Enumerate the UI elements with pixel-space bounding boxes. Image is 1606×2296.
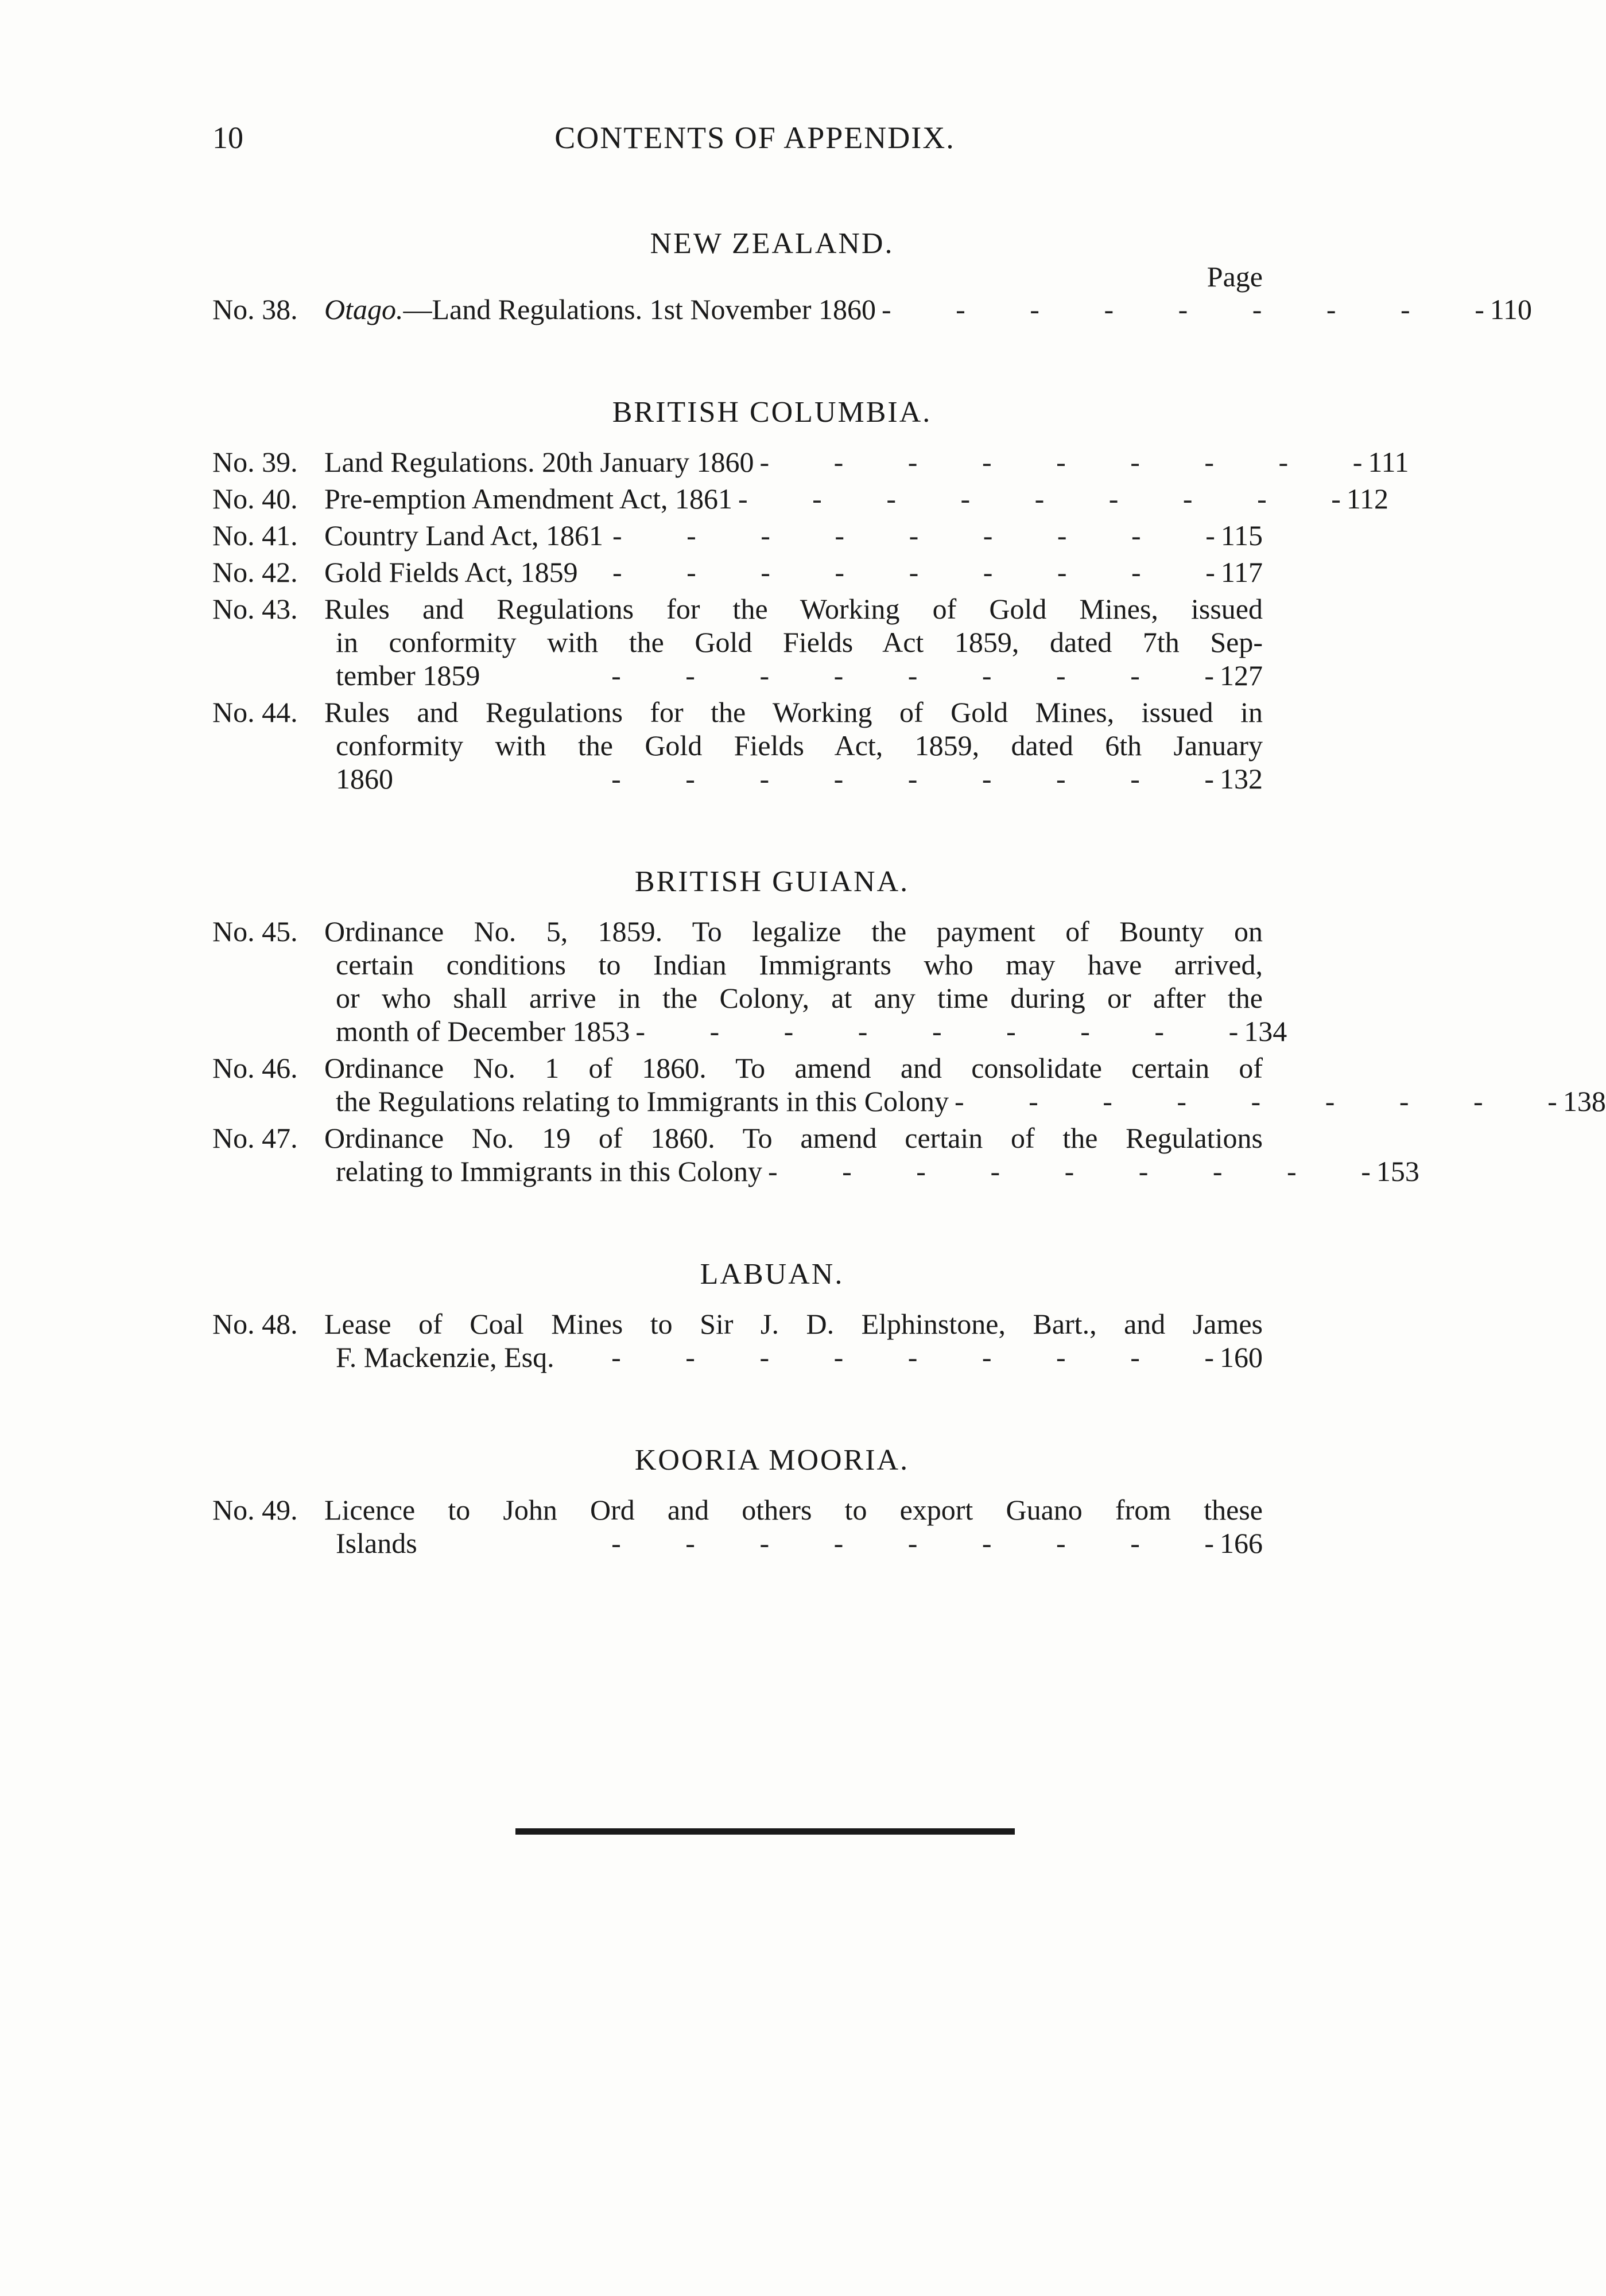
section-gap	[212, 1191, 1263, 1254]
entry-page-number: 160	[1220, 1341, 1263, 1373]
entry-page-number: 111	[1368, 446, 1409, 478]
dot-leader: - - - - - - - - -	[611, 763, 1214, 795]
entry-number: No. 46.	[212, 1052, 298, 1084]
toc-entry	[212, 1121, 1419, 1188]
entry-number: No. 49.	[212, 1494, 298, 1526]
section-spacer	[212, 433, 1263, 445]
section-gap	[212, 1377, 1263, 1440]
entry-page-number: 134	[1244, 1015, 1287, 1047]
contents-list	[212, 224, 1606, 1563]
toc-entry	[212, 915, 1287, 1048]
entry-page-number: 138	[1562, 1085, 1606, 1117]
entry-page-number: 166	[1220, 1527, 1263, 1559]
dot-leader: - - - - - - - - -	[954, 1085, 1557, 1117]
entry-body	[324, 1307, 1263, 1374]
entry-text: Ordinance No. 19 of 1860. To amend certain of the Regulations	[324, 1122, 1263, 1154]
entry-line	[324, 482, 1388, 515]
entry-line	[324, 293, 1532, 326]
entry-text: F. Mackenzie, Esq.	[336, 1341, 554, 1373]
section-title: BRITISH COLUMBIA.	[612, 396, 932, 429]
section-title: KOORIA MOORIA.	[634, 1444, 910, 1477]
toc-entry	[212, 1307, 1263, 1374]
entry-page-number: 127	[1220, 659, 1263, 691]
toc-entry	[212, 293, 1533, 326]
entry-line	[324, 445, 1409, 479]
section-title: BRITISH GUIANA.	[634, 865, 910, 898]
entry-page-number: 115	[1220, 519, 1263, 551]
entry-body	[324, 696, 1263, 795]
entry-line	[324, 1307, 1263, 1341]
entry-line	[324, 1155, 1419, 1188]
entry-text: Pre-emption Amendment Act, 1861	[324, 483, 733, 515]
toc-entry	[212, 592, 1263, 692]
entry-text: month of December 1853	[336, 1015, 630, 1047]
entry-text: relating to Immigrants in this Colony	[336, 1155, 762, 1187]
entry-line	[324, 729, 1263, 762]
dot-leader: - - - - - - - - -	[612, 556, 1215, 588]
toc-entry	[212, 1051, 1606, 1118]
entry-text: in conformity with the Gold Fields Act 1859, dated 7th Sep-	[336, 626, 1263, 658]
entry-line	[324, 762, 1263, 795]
entry-body	[324, 592, 1263, 692]
entry-number: No. 40.	[212, 483, 298, 515]
entry-number: No. 43.	[212, 593, 298, 625]
section-gap	[212, 329, 1263, 393]
entry-body	[324, 1493, 1263, 1560]
entry-page-number: 112	[1346, 483, 1389, 515]
entry-line	[324, 1015, 1287, 1048]
entry-number: No. 38.	[212, 293, 298, 325]
toc-entry	[212, 696, 1263, 795]
entry-body	[324, 915, 1287, 1048]
entry-text: the Regulations relating to Immigrants in this Colony	[336, 1085, 949, 1117]
entry-line	[324, 555, 1263, 589]
dot-leader: - - - - - - - - -	[611, 1341, 1214, 1373]
entry-line	[324, 1493, 1263, 1526]
entry-body	[324, 555, 1263, 589]
entry-place: Otago.	[324, 293, 404, 325]
entry-number: No. 48.	[212, 1308, 298, 1340]
dot-leader: - - - - - - - - -	[635, 1015, 1239, 1047]
page-column-label: Page	[1207, 261, 1263, 293]
entry-line	[324, 1051, 1606, 1085]
entry-number: No. 39.	[212, 446, 298, 478]
entry-text: Lease of Coal Mines to Sir J. D. Elphinstone, Bart., and James	[324, 1308, 1263, 1340]
entry-line	[324, 981, 1287, 1015]
page-number: 10	[212, 121, 243, 155]
entry-line	[324, 519, 1263, 552]
entry-text: Country Land Act, 1861	[324, 519, 604, 551]
entry-text: certain conditions to Indian Immigrants who may have arrived,	[336, 949, 1263, 981]
entry-line	[324, 626, 1263, 659]
running-header	[212, 118, 1263, 158]
toc-entry	[212, 519, 1263, 552]
entry-number: No. 44.	[212, 696, 298, 728]
entry-number: No. 41.	[212, 519, 298, 551]
entry-body	[324, 519, 1263, 552]
entry-text: Ordinance No. 1 of 1860. To amend and consolidate certain of	[324, 1052, 1263, 1084]
dot-leader: - - - - - - - - -	[611, 659, 1214, 691]
entry-line	[324, 1526, 1263, 1560]
dot-leader: - - - - - - - - -	[612, 519, 1215, 551]
toc-entry	[212, 445, 1409, 479]
entry-page-number: 153	[1376, 1155, 1419, 1187]
entry-body	[324, 293, 1532, 326]
dot-leader: - - - - - - - - -	[759, 446, 1363, 478]
entry-line	[324, 948, 1287, 981]
entry-line	[324, 696, 1263, 729]
entry-text: Land Regulations. 20th January 1860	[324, 446, 754, 478]
section-spacer	[212, 902, 1263, 915]
entry-text: Rules and Regulations for the Working of Gold Mines, issued	[324, 593, 1263, 625]
entry-text: or who shall arrive in the Colony, at any time during or after the	[336, 982, 1263, 1014]
entry-text: Ordinance No. 5, 1859. To legalize the payment of Bounty on	[324, 915, 1263, 947]
dot-leader: - - - - - - - - -	[768, 1155, 1371, 1187]
section-title: NEW ZEALAND.	[650, 227, 894, 260]
entry-spacer	[212, 1560, 1263, 1563]
entry-number: No. 42.	[212, 556, 298, 588]
section-title: LABUAN.	[700, 1258, 844, 1291]
page-title: CONTENTS OF APPENDIX.	[554, 121, 955, 155]
entry-text: Rules and Regulations for the Working of Gold Mines, issued in	[324, 696, 1263, 728]
section-spacer	[212, 1481, 1263, 1493]
entry-line	[324, 1085, 1606, 1118]
entry-number: No. 45.	[212, 915, 298, 947]
entry-line	[324, 1121, 1419, 1155]
entry-text: Gold Fields Act, 1859	[324, 556, 578, 588]
closing-rule	[515, 1828, 1015, 1835]
entry-text: tember 1859	[336, 659, 480, 691]
toc-entry	[212, 482, 1389, 515]
entry-body	[324, 482, 1388, 515]
dot-leader: - - - - - - - - -	[882, 293, 1484, 325]
toc-entry	[212, 555, 1263, 589]
entry-page-number: 132	[1220, 763, 1263, 795]
entry-line	[324, 659, 1263, 692]
entry-text: conformity with the Gold Fields Act, 1859, dated 6th January	[336, 729, 1263, 762]
dot-leader: - - - - - - - - -	[611, 1527, 1214, 1559]
entry-body	[324, 1121, 1419, 1188]
entry-number: No. 47.	[212, 1122, 298, 1154]
entry-text: 1860	[336, 763, 393, 795]
entry-body	[324, 445, 1409, 479]
entry-text: Islands	[336, 1527, 417, 1559]
toc-entry	[212, 1493, 1263, 1560]
section-gap	[212, 799, 1263, 862]
entry-page-number: 117	[1220, 556, 1263, 588]
entry-page-number: 110	[1489, 293, 1533, 325]
section-spacer	[212, 1295, 1263, 1307]
entry-line	[324, 915, 1287, 948]
entry-text: Licence to John Ord and others to export Guano from these	[324, 1494, 1263, 1526]
entry-line	[324, 592, 1263, 626]
entry-text: —Land Regulations. 1st November 1860	[403, 293, 876, 325]
dot-leader: - - - - - - - - -	[738, 483, 1341, 515]
entry-line	[324, 1341, 1263, 1374]
entry-body	[324, 1051, 1606, 1118]
